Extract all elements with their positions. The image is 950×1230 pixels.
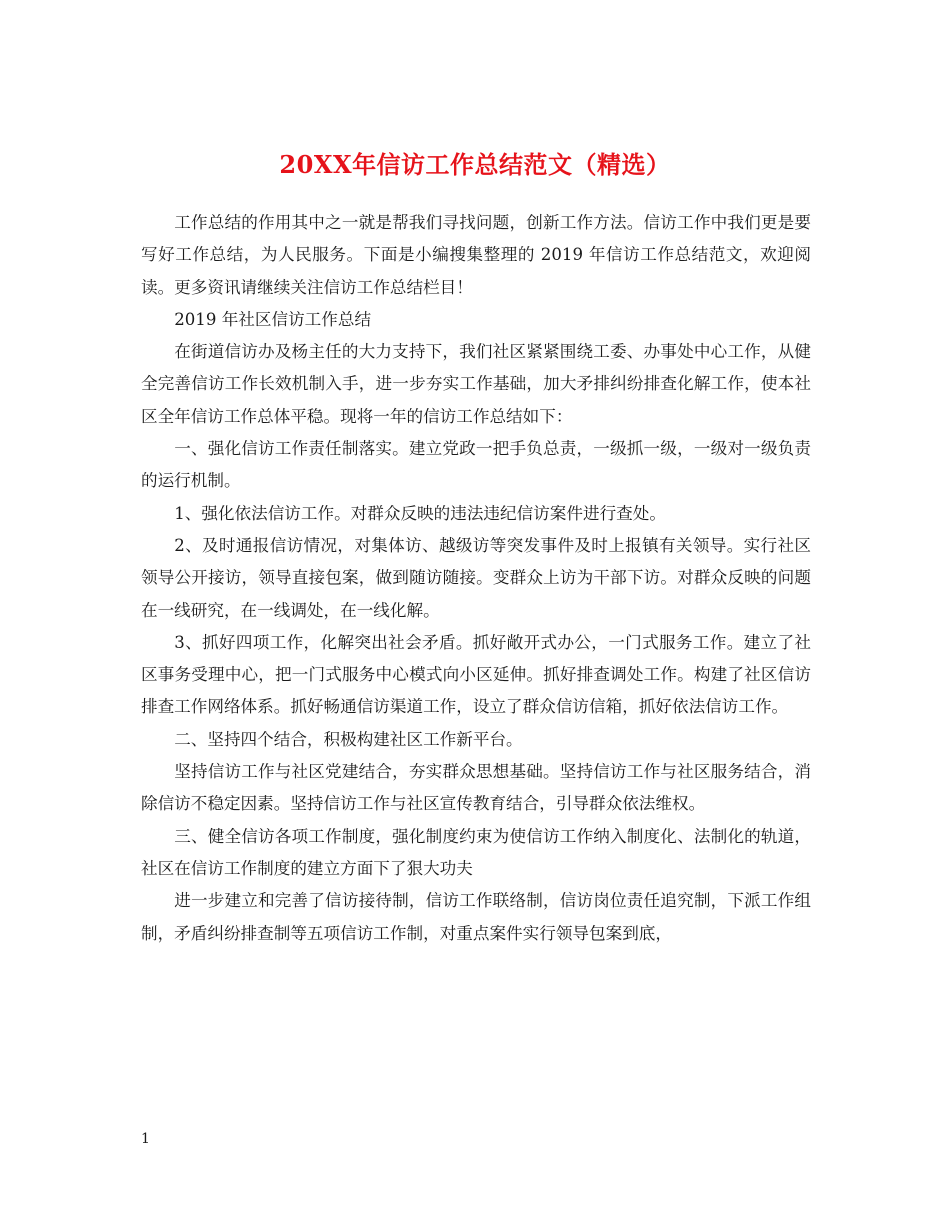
paragraph-overview: 在街道信访办及杨主任的大力支持下，我们社区紧紧围绕工委、办事处中心工作，从健全完善信访工作长效机制入手，进一步夯实工作基础，加大矛排纠纷排查化解工作，使本社区全年信访工作总体平稳。现将一年的信访工作总结如下：: [141, 342, 811, 426]
paragraph-intro: 工作总结的作用其中之一就是帮我们寻找问题，创新工作方法。信访工作中我们更是要写好工作总结，为人民服务。下面是小编搜集整理的 2019 年信访工作总结范文，欢迎阅读。更多资讯请继续关注信访工作总结栏目！: [141, 213, 811, 297]
paragraph-subtitle: 2019 年社区信访工作总结: [174, 309, 372, 329]
document-title: 20XX年信访工作总结范文（精选）: [279, 150, 671, 180]
paragraph-item-2: 2、及时通报信访情况，对集体访、越级访等突发事件及时上报镇有关领导。实行社区领导公开接访，领导直接包案，做到随访随接。变群众上访为干部下访。对群众反映的问题在一线研究，在一线调处，在一线化解。: [141, 535, 811, 620]
paragraph-section-1: 一、强化信访工作责任制落实。建立党政一把手负总责，一级抓一级，一级对一级负责的运行机制。: [141, 439, 811, 491]
paragraph-item-3: 3、抓好四项工作，化解突出社会矛盾。抓好敞开式办公，一门式服务工作。建立了社区事务受理中心，把一门式服务中心模式向小区延伸。抓好排查调处工作。构建了社区信访排查工作网络体系。抓好畅通信访渠道工作，设立了群众信访信箱，抓好依法信访工作。: [141, 632, 811, 717]
document-body: [141, 207, 811, 950]
paragraph-section-3-body: 进一步建立和完善了信访接待制，信访工作联络制，信访岗位责任追究制，下派工作组制，矛盾纠纷排查制等五项信访工作制，对重点案件实行领导包案到底，: [141, 891, 811, 943]
paragraph-section-2: 二、坚持四个结合，积极构建社区工作新平台。: [174, 729, 523, 749]
paragraph-section-3: 三、健全信访各项工作制度，强化制度约束为使信访工作纳入制度化、法制化的轨道，社区在信访工作制度的建立方面下了狠大功夫: [141, 826, 811, 878]
paragraph-section-2-body: 坚持信访工作与社区党建结合，夯实群众思想基础。坚持信访工作与社区服务结合，消除信访不稳定因素。坚持信访工作与社区宣传教育结合，引导群众依法维权。: [141, 762, 811, 814]
page-number: 1: [141, 1131, 150, 1147]
paragraph-item-1: 1、强化依法信访工作。对群众反映的违法违纪信访案件进行查处。: [174, 503, 666, 523]
